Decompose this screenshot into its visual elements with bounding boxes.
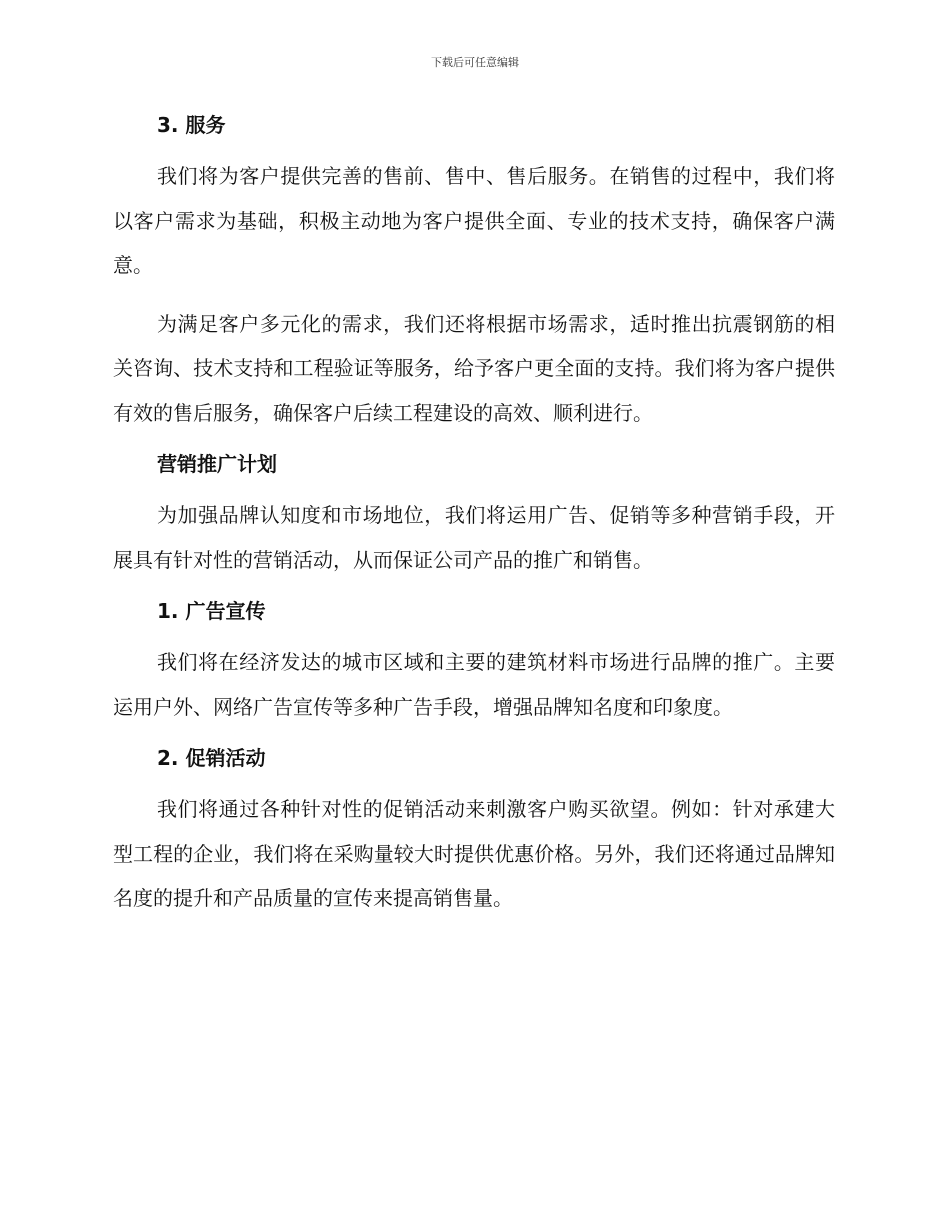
paragraph-promotion: 我们将通过各种针对性的促销活动来刺激客户购买欲望。例如：针对承建大型工程的企业，我们将在采购量较大时提供优惠价格。另外，我们还将通过品牌知名度的提升和产品质量的宣传来提高销售量。 bbox=[113, 797, 835, 910]
section-heading-promotion: 2. 促销活动 bbox=[157, 746, 266, 770]
section-heading-advertising: 1. 广告宣传 bbox=[157, 599, 266, 623]
paragraph-marketing-intro: 为加强品牌认知度和市场地位，我们将运用广告、促销等多种营销手段，开展具有针对性的营销活动，从而保证公司产品的推广和销售。 bbox=[113, 503, 835, 572]
document-body bbox=[113, 110, 835, 935]
header-note: 下载后可任意编辑 bbox=[431, 56, 519, 69]
paragraph-service-1: 我们将为客户提供完善的售前、售中、售后服务。在销售的过程中，我们将以客户需求为基础，积极主动地为客户提供全面、专业的技术支持，确保客户满意。 bbox=[113, 164, 835, 277]
section-heading-service: 3. 服务 bbox=[157, 113, 226, 137]
section-heading-marketing-plan: 营销推广计划 bbox=[157, 452, 277, 476]
paragraph-service-2: 为满足客户多元化的需求，我们还将根据市场需求，适时推出抗震钢筋的相关咨询、技术支持和工程验证等服务，给予客户更全面的支持。我们将为客户提供有效的售后服务，确保客户后续工程建设的高效、顺利进行。 bbox=[113, 311, 835, 425]
paragraph-advertising: 我们将在经济发达的城市区域和主要的建筑材料市场进行品牌的推广。主要运用户外、网络广告宣传等多种广告手段，增强品牌知名度和印象度。 bbox=[113, 650, 835, 719]
